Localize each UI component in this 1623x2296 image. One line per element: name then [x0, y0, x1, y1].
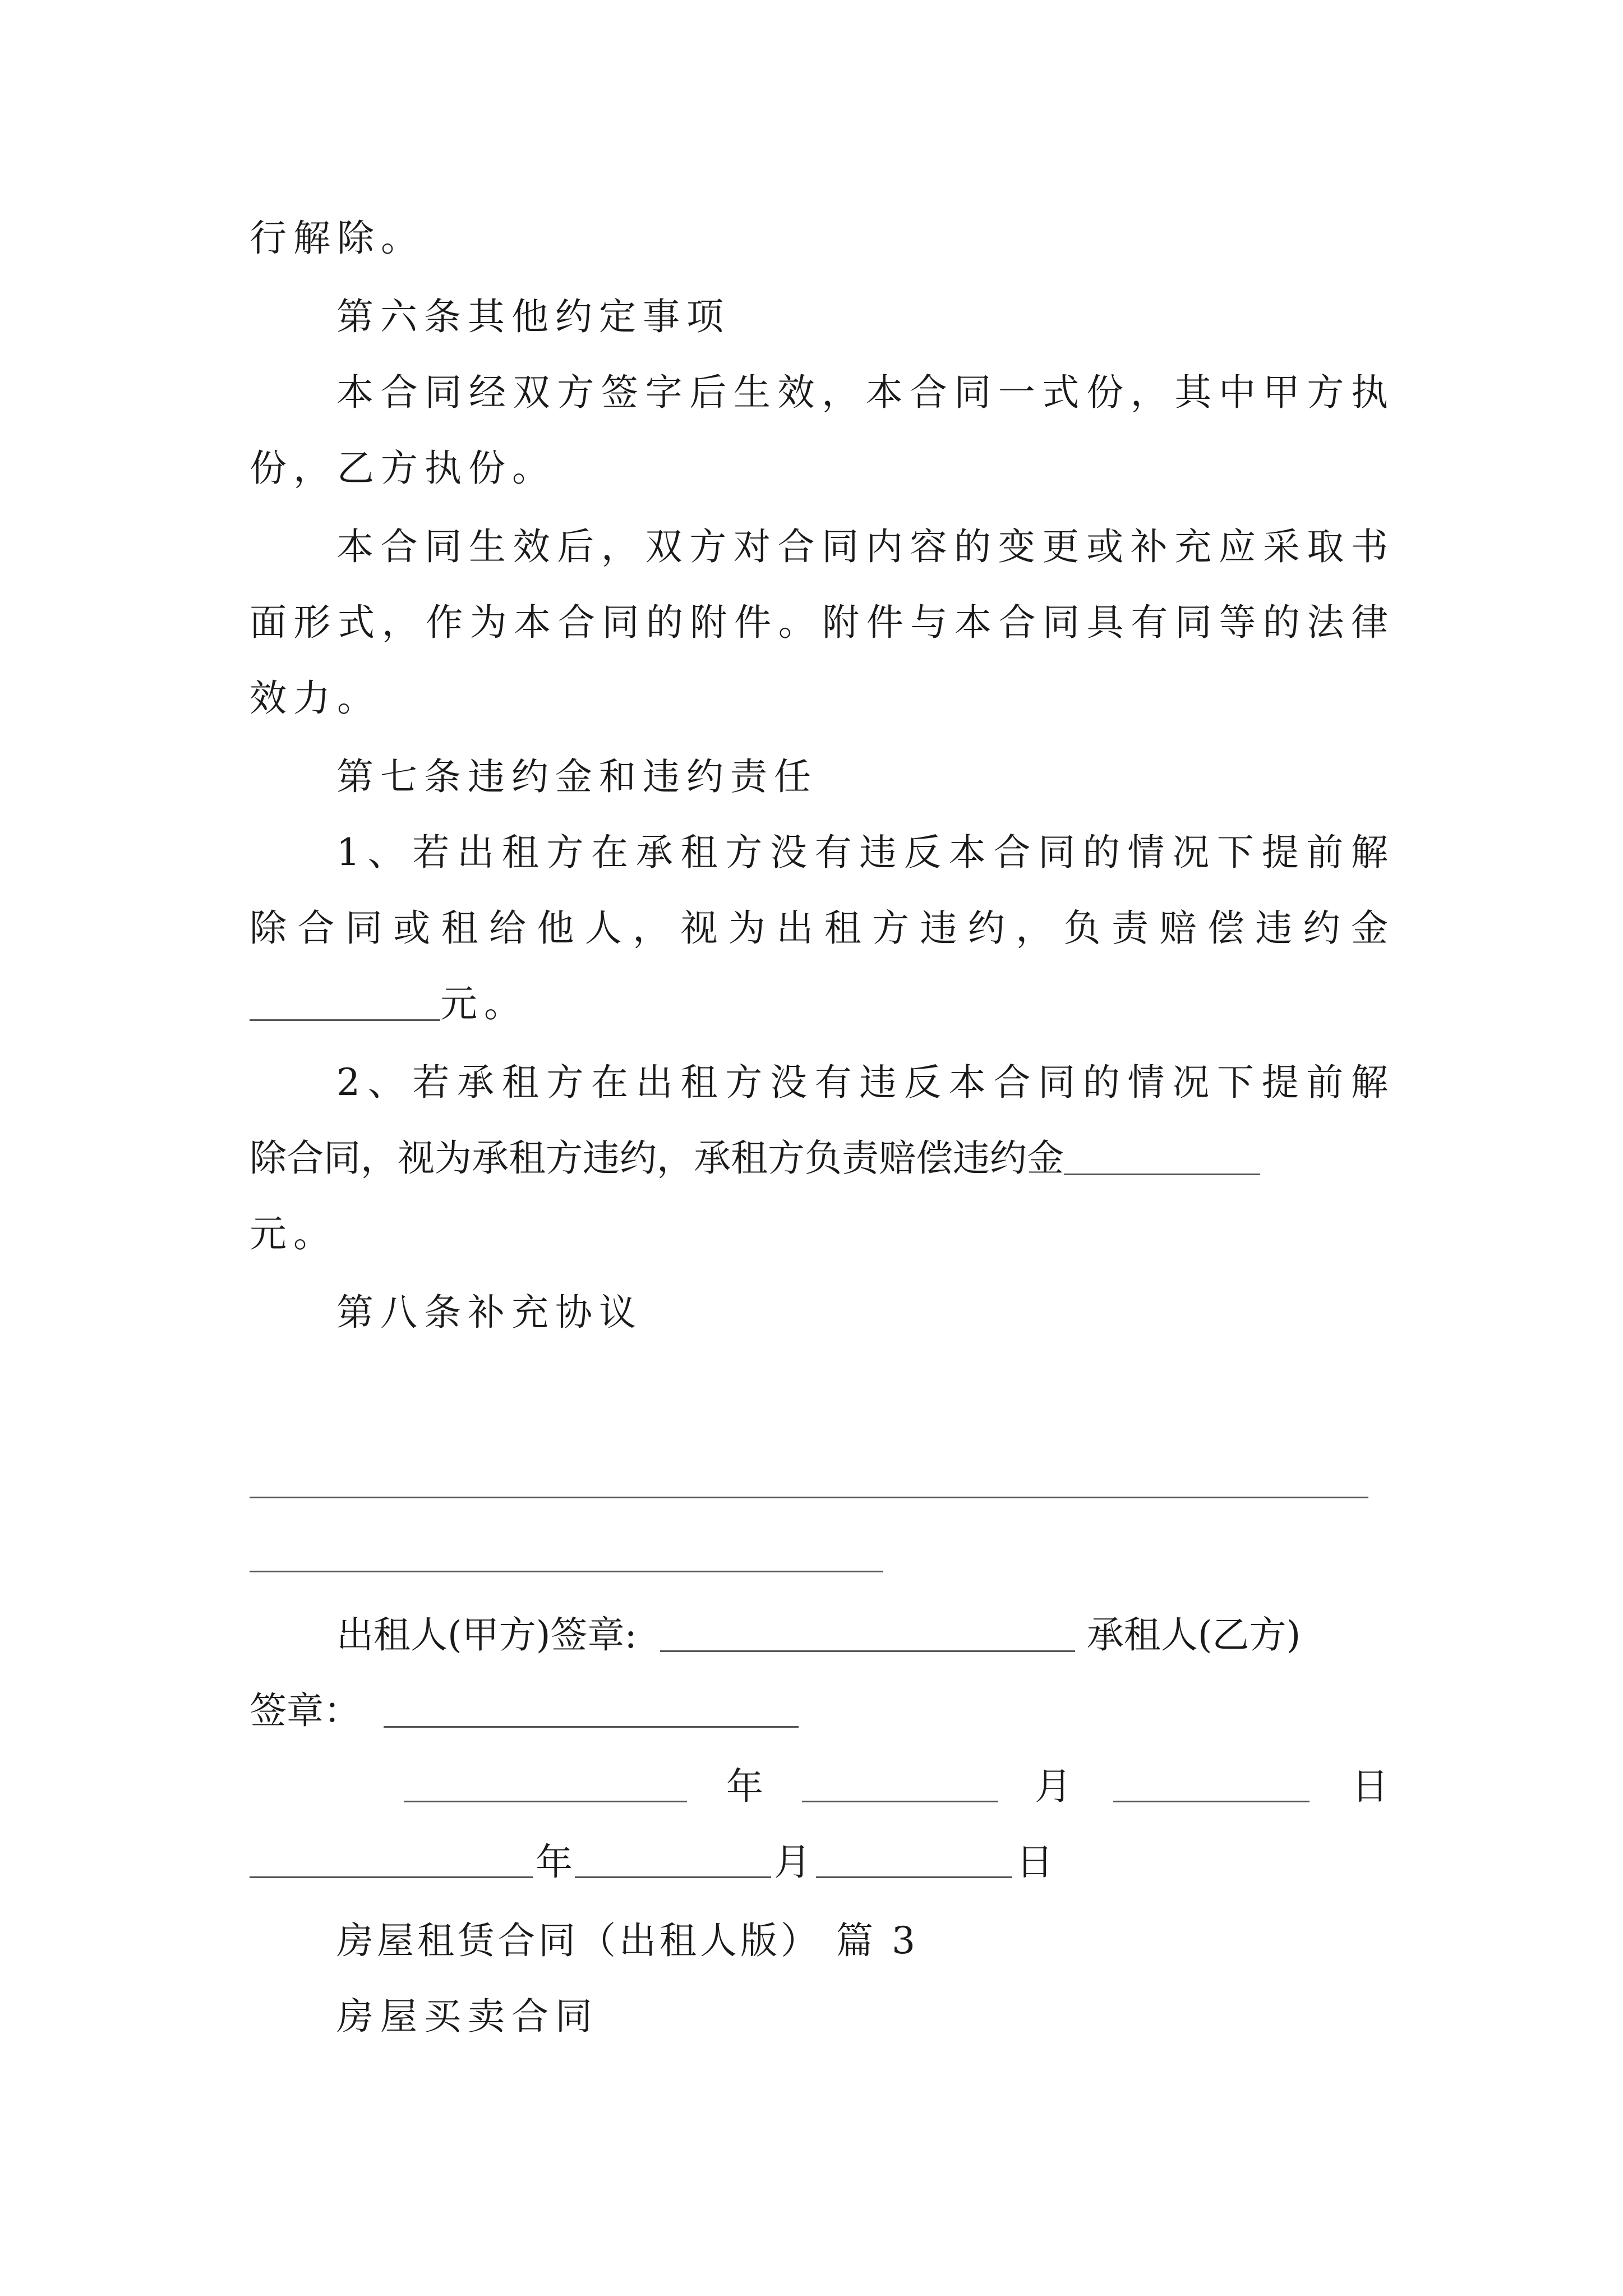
text-line: 本合同经双方签字后生效，本合同一式份，其中甲方执 [336, 371, 1388, 414]
year-label: 年 [536, 1841, 573, 1884]
day-blank [1113, 1761, 1310, 1802]
day-label: 日 [1016, 1841, 1053, 1884]
text-line: 面形式，作为本合同的附件。附件与本合同具有同等的法律 [250, 601, 1388, 644]
lessee-sign-blank [384, 1687, 799, 1728]
text-fragment: 除合同，视为承租方违约，承租方负责赔偿违约金 [250, 1137, 1064, 1180]
year-blank [404, 1761, 687, 1802]
text-line: 除合同或租给他人，视为出租方违约，负责赔偿违约金 [250, 907, 1388, 950]
text-line [250, 1133, 1388, 1184]
text-line [250, 979, 1388, 1029]
day-blank [816, 1837, 1012, 1878]
month-blank [802, 1761, 998, 1802]
section-heading: 房屋租赁合同（出租人版） 篇 3 [336, 1919, 919, 1962]
lessee-sign-label: 承租人(乙方) [1086, 1613, 1301, 1657]
penalty-amount-blank [250, 980, 440, 1021]
month-label: 月 [1035, 1765, 1072, 1808]
lessee-date-row [0, 1837, 1623, 1888]
day-label: 日 [1352, 1765, 1389, 1808]
text-line: 效力。 [250, 677, 381, 720]
month-blank [575, 1837, 771, 1878]
month-label: 月 [774, 1841, 811, 1884]
text-line: 1、若出租方在承租方没有违反本合同的情况下提前解 [336, 831, 1388, 874]
article-6-heading: 第六条其他约定事项 [336, 295, 730, 338]
lessor-sign-blank [660, 1611, 1075, 1652]
lessor-date-row [0, 1761, 1623, 1812]
text-line: 行解除。 [250, 217, 425, 260]
article-7-heading: 第七条违约金和违约责任 [336, 755, 818, 798]
text-line: 2、若承租方在出租方没有违反本合同的情况下提前解 [336, 1061, 1388, 1104]
text-line: 元。 [250, 1212, 337, 1255]
year-blank [250, 1837, 533, 1878]
text-line: 份，乙方执份。 [250, 447, 556, 490]
supplement-blank-line [250, 1571, 883, 1572]
lessee-sign-label-cont: 签章： [250, 1689, 361, 1732]
article-8-heading: 第八条补充协议 [336, 1291, 643, 1334]
signature-line [336, 1610, 1388, 1660]
text-fragment: 元。 [440, 982, 528, 1025]
signature-line [250, 1686, 1388, 1736]
section-heading: 房屋买卖合同 [336, 1995, 599, 2038]
penalty-amount-blank [1064, 1134, 1260, 1175]
supplement-blank-line [250, 1497, 1368, 1498]
lessor-sign-label: 出租人(甲方)签章: [336, 1613, 637, 1657]
text-line: 本合同生效后，双方对合同内容的变更或补充应采取书 [336, 525, 1388, 568]
year-label: 年 [726, 1765, 763, 1808]
